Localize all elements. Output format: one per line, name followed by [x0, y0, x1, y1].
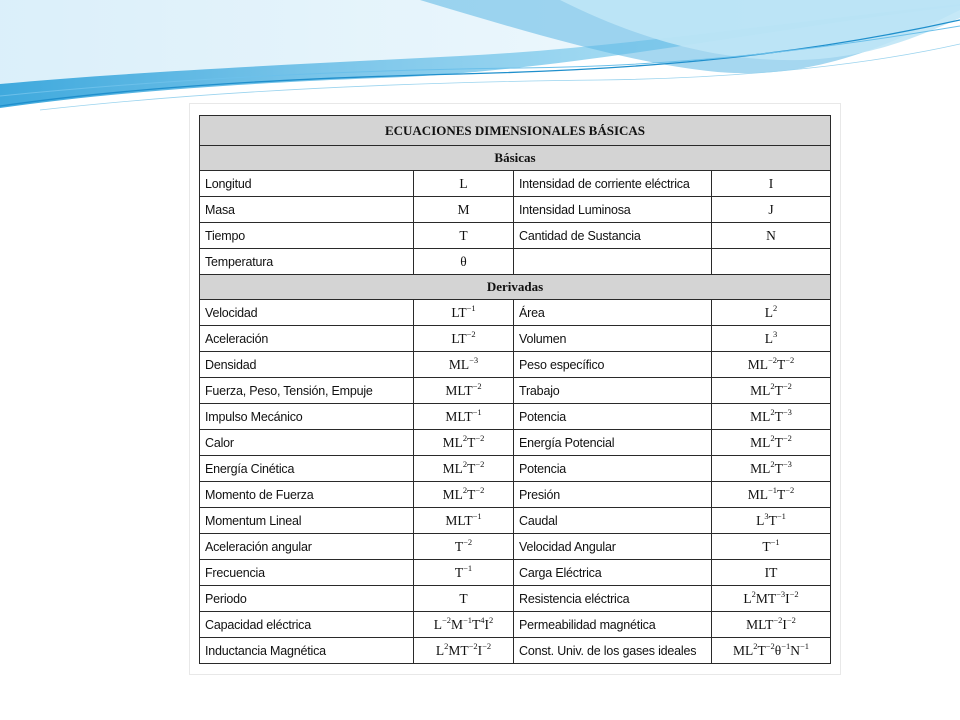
dimension-formula: $L^2MT^{-2}I^{-2}$ [414, 638, 514, 664]
table-row [200, 404, 831, 430]
table-row [200, 171, 831, 197]
table-row [200, 197, 831, 223]
dimension-formula: $L^{-2}M^{-1}T^4I^2$ [414, 612, 514, 638]
quantity-name: Resistencia eléctrica [514, 586, 712, 612]
table-row [200, 326, 831, 352]
section-header-derived-row [200, 275, 831, 300]
dimension-formula: θ [414, 249, 514, 275]
quantity-name: Cantidad de Sustancia [514, 223, 712, 249]
quantity-name: Longitud [200, 171, 414, 197]
quantity-name: Velocidad Angular [514, 534, 712, 560]
quantity-name: Tiempo [200, 223, 414, 249]
dimension-formula: J [712, 197, 831, 223]
dimension-formula: L [414, 171, 514, 197]
dimension-formula: T [414, 586, 514, 612]
quantity-name: Aceleración [200, 326, 414, 352]
dimension-formula: $T^{-1}$ [712, 534, 831, 560]
dimension-formula: $L^2$ [712, 300, 831, 326]
quantity-name: Volumen [514, 326, 712, 352]
dimensional-equations-table [199, 115, 831, 664]
table-row [200, 249, 831, 275]
dimension-formula [712, 249, 831, 275]
quantity-name: Carga Eléctrica [514, 560, 712, 586]
quantity-name: Intensidad de corriente eléctrica [514, 171, 712, 197]
table-row [200, 378, 831, 404]
dimension-formula: $L^2MT^{-3}I^{-2}$ [712, 586, 831, 612]
dimension-formula: I [712, 171, 831, 197]
quantity-name: Momentum Lineal [200, 508, 414, 534]
table-row [200, 560, 831, 586]
quantity-name: Inductancia Magnética [200, 638, 414, 664]
quantity-name: Energía Cinética [200, 456, 414, 482]
dimension-formula: $ML^2T^{-2}\theta^{-1}N^{-1}$ [712, 638, 831, 664]
quantity-name: Densidad [200, 352, 414, 378]
dimension-formula: $ML^2T^{-2}$ [712, 378, 831, 404]
dimension-formula: $MLT^{-1}$ [414, 404, 514, 430]
quantity-name: Intensidad Luminosa [514, 197, 712, 223]
quantity-name: Presión [514, 482, 712, 508]
dimension-formula: $MLT^{-1}$ [414, 508, 514, 534]
quantity-name: Aceleración angular [200, 534, 414, 560]
dimension-formula: T [414, 223, 514, 249]
dimension-formula: $ML^2T^{-2}$ [414, 430, 514, 456]
quantity-name: Velocidad [200, 300, 414, 326]
quantity-name: Const. Univ. de los gases ideales [514, 638, 712, 664]
dimension-formula: $T^{-2}$ [414, 534, 514, 560]
dimension-formula: $ML^2T^{-2}$ [414, 482, 514, 508]
quantity-name: Momento de Fuerza [200, 482, 414, 508]
quantity-name: Fuerza, Peso, Tensión, Empuje [200, 378, 414, 404]
quantity-name: Potencia [514, 404, 712, 430]
quantity-name: Peso específico [514, 352, 712, 378]
dimension-formula: $ML^2T^{-2}$ [414, 456, 514, 482]
dimension-formula: $ML^{-2}T^{-2}$ [712, 352, 831, 378]
dimension-formula: $ML^{-1}T^{-2}$ [712, 482, 831, 508]
quantity-name: Caudal [514, 508, 712, 534]
table-row [200, 223, 831, 249]
dimension-formula: N [712, 223, 831, 249]
quantity-name: Temperatura [200, 249, 414, 275]
dimension-formula: $ML^{-3}$ [414, 352, 514, 378]
table-image [190, 104, 840, 674]
table-row [200, 508, 831, 534]
dimension-formula: $ML^2T^{-3}$ [712, 404, 831, 430]
quantity-name: Energía Potencial [514, 430, 712, 456]
dimension-formula: $ML^2T^{-3}$ [712, 456, 831, 482]
quantity-name: Periodo [200, 586, 414, 612]
table-row [200, 586, 831, 612]
dimension-formula: $MLT^{-2}$ [414, 378, 514, 404]
table-row [200, 352, 831, 378]
dimension-formula: IT [712, 560, 831, 586]
quantity-name: Área [514, 300, 712, 326]
quantity-name: Permeabilidad magnética [514, 612, 712, 638]
dimension-formula: $ML^2T^{-2}$ [712, 430, 831, 456]
table-row [200, 638, 831, 664]
dimension-formula: M [414, 197, 514, 223]
table-row [200, 300, 831, 326]
quantity-name: Calor [200, 430, 414, 456]
table-title-row [200, 116, 831, 146]
quantity-name: Trabajo [514, 378, 712, 404]
section-header-basic: Básicas [200, 146, 831, 171]
quantity-name: Masa [200, 197, 414, 223]
dimension-formula: $MLT^{-2}I^{-2}$ [712, 612, 831, 638]
quantity-name: Impulso Mecánico [200, 404, 414, 430]
dimension-formula: $LT^{-2}$ [414, 326, 514, 352]
table-row [200, 482, 831, 508]
dimension-formula: $L^3$ [712, 326, 831, 352]
table-row [200, 430, 831, 456]
quantity-name: Frecuencia [200, 560, 414, 586]
dimension-formula: $T^{-1}$ [414, 560, 514, 586]
dimension-formula: $LT^{-1}$ [414, 300, 514, 326]
table-row [200, 456, 831, 482]
section-header-derived: Derivadas [200, 275, 831, 300]
quantity-name [514, 249, 712, 275]
section-header-basic-row [200, 146, 831, 171]
dimension-formula: $L^3T^{-1}$ [712, 508, 831, 534]
table-title: ECUACIONES DIMENSIONALES BÁSICAS [200, 116, 831, 146]
table-row [200, 534, 831, 560]
table-row [200, 612, 831, 638]
quantity-name: Capacidad eléctrica [200, 612, 414, 638]
quantity-name: Potencia [514, 456, 712, 482]
